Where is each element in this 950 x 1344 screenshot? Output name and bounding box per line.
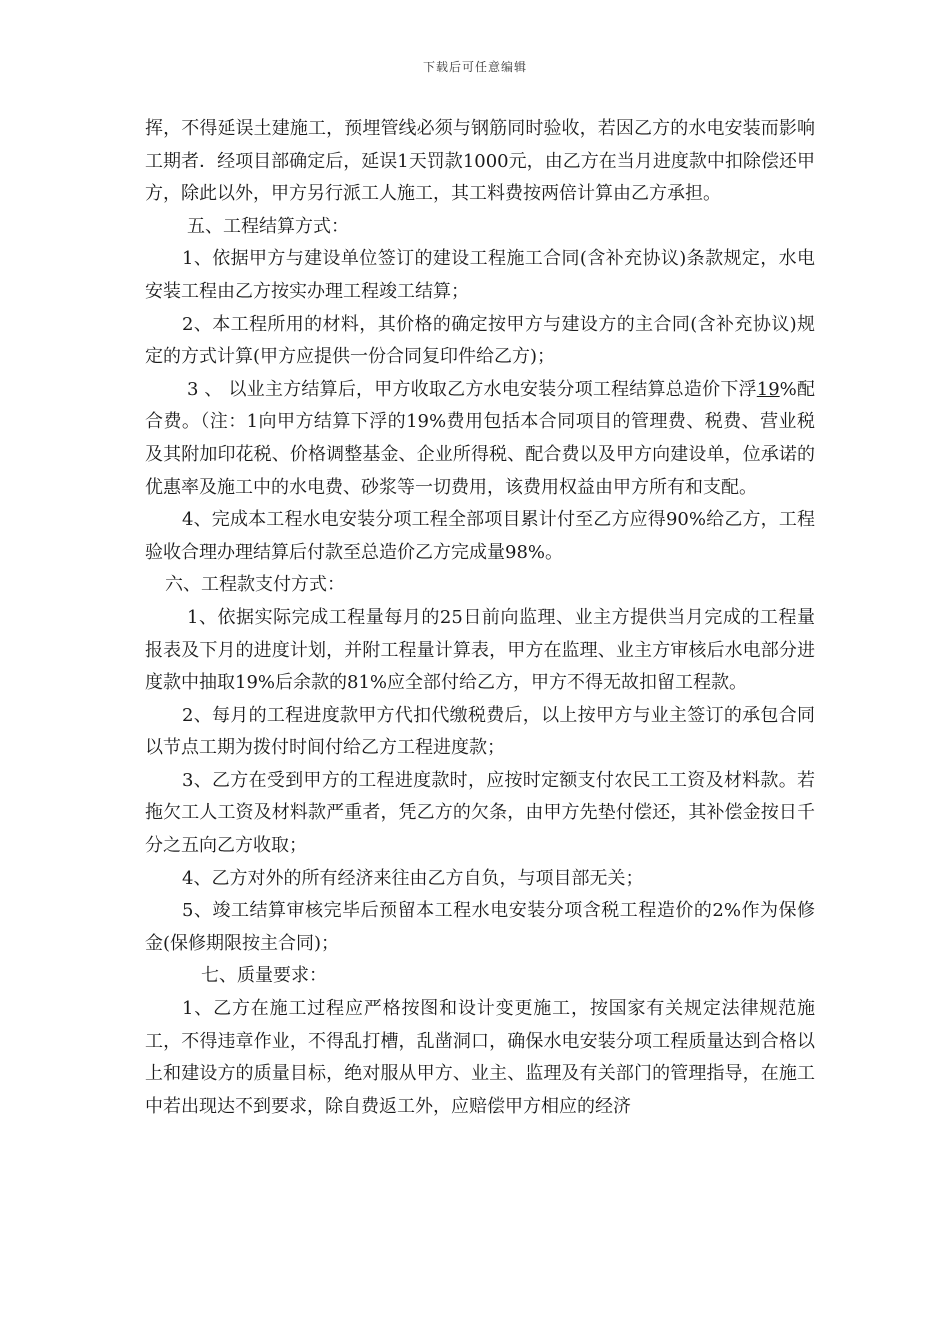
clause-6-1: 1、依据实际完成工程量每月的25日前向监理、业主方提供当月完成的工程量报表及下月的进度计划，并附工程量计算表，甲方在监理、业主方审核后水电部分进度款中抽取19%后余款的81%应全部付给乙方，甲方不得无故扣留工程款。 — [145, 606, 815, 694]
page-header: 下载后可任意编辑 — [422, 60, 527, 74]
section-heading-settlement: 五、工程结算方式： — [187, 215, 349, 237]
section-heading-quality: 七、质量要求： — [201, 965, 327, 987]
clause-5-3 — [145, 374, 815, 504]
clause-5-4: 4、完成本工程水电安装分项工程全部项目累计付至乙方应得90%给乙方，工程验收合理办理结算后付款至总造价乙方完成量98%。 — [145, 509, 815, 563]
clause-5-3-part-b: %配合费。（注：1向甲方结算下浮的19%费用包括本合同项目的管理费、税费、营业税及其附加印花税、价格调整基金、企业所得税、配合费以及甲方向建设单，位承诺的优惠率及施工中的水电费、砂浆等一切费用，该费用权益由甲方所有和支配。 — [145, 378, 815, 498]
clause-6-3: 3、乙方在受到甲方的工程进度款时，应按时定额支付农民工工资及材料款。若拖欠工人工资及材料款严重者，凭乙方的欠条，由甲方先垫付偿还，其补偿金按日千分之五向乙方收取； — [145, 769, 815, 857]
clause-5-1: 1、依据甲方与建设单位签订的建设工程施工合同(含补充协议)条款规定，水电安装工程由乙方按实办理工程竣工结算； — [145, 248, 815, 302]
section-heading-payment: 六、工程款支付方式： — [165, 574, 345, 596]
clause-6-5: 5、竣工结算审核完毕后预留本工程水电安装分项含税工程造价的2%作为保修金(保修期限按主合同)； — [145, 900, 815, 954]
paragraph-continuation: 挥，不得延误土建施工，预埋管线必须与钢筋同时验收，若因乙方的水电安装而影响工期者．经项目部确定后，延误1天罚款1000元，由乙方在当月进度款中扣除偿还甲方，除此以外，甲方另行派工人施工，其工料费按两倍计算由乙方承担。 — [145, 118, 815, 205]
clause-6-2: 2、每月的工程进度款甲方代扣代缴税费后，以上按甲方与业主签订的承包合同以节点工期为拨付时间付给乙方工程进度款； — [145, 704, 815, 759]
clause-7-1: 1、乙方在施工过程应严格按图和设计变更施工，按国家有关规定法律规范施工，不得违章作业，不得乱打槽，乱凿洞口，确保水电安装分项工程质量达到合格以上和建设方的质量目标，绝对服从甲方、业主、监理及有关部门的管理指导，在施工中若出现达不到要求，除自费返工外，应赔偿甲方相应的经济 — [145, 998, 815, 1117]
document-body — [145, 113, 815, 1123]
clause-6-4: 4、乙方对外的所有经济来往由乙方自负，与项目部无关； — [182, 867, 644, 889]
clause-5-3-underlined-rate: 19 — [756, 378, 780, 400]
clause-5-2: 2、本工程所用的材料，其价格的确定按甲方与建设方的主合同(含补充协议)规定的方式计算(甲方应提供一份合同复印件给乙方)； — [145, 313, 815, 368]
clause-5-3-part-a: 3 、 以业主方结算后，甲方收取乙方水电安装分项工程结算总造价下浮 — [187, 378, 757, 400]
